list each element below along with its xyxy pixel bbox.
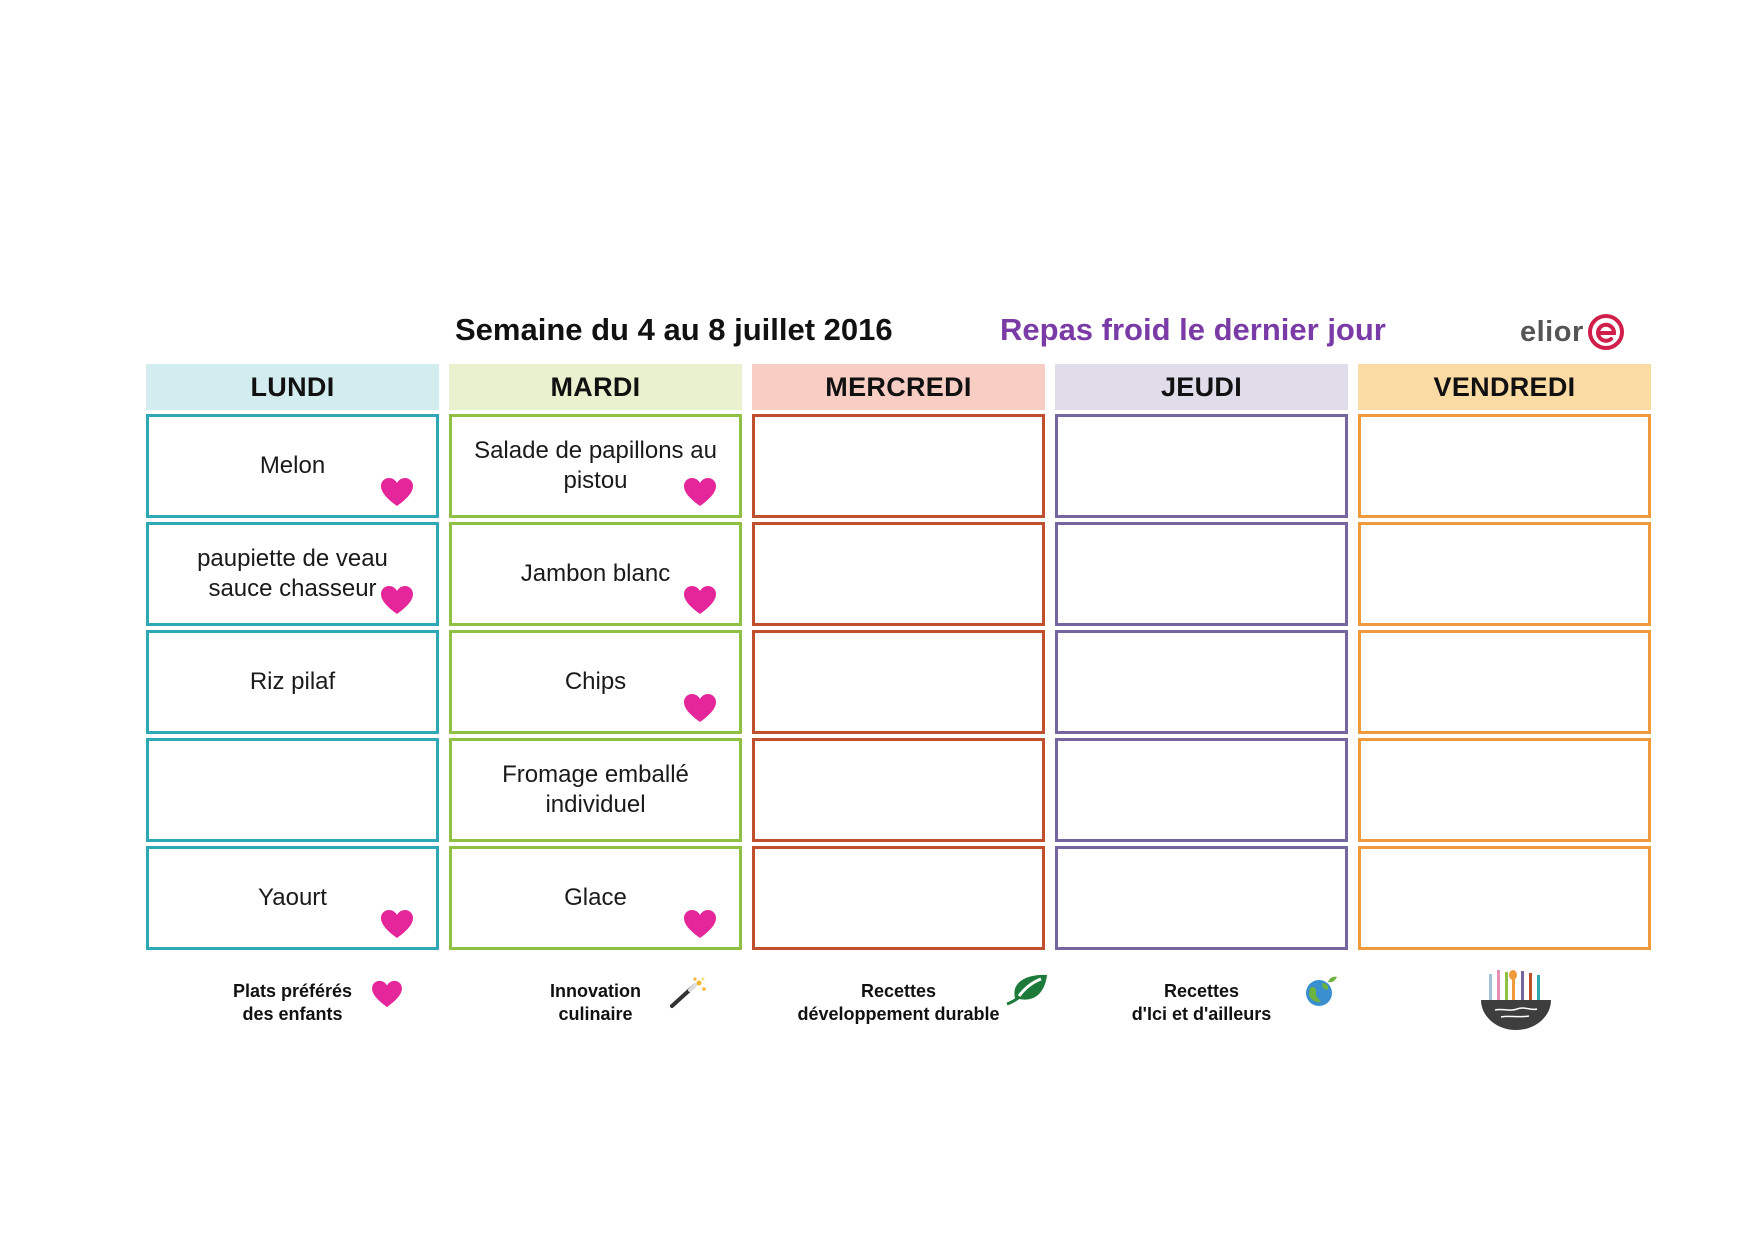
day-header: MERCREDI [752,364,1045,410]
weekly-menu-grid [146,364,1651,950]
legend [146,974,1651,1064]
heart-icon [683,693,717,723]
menu-cell [146,522,439,626]
day-column-mercredi [752,364,1045,950]
menu-item-text: Jambon blanc [520,560,671,587]
menu-item-text: Chips [564,668,627,695]
leaf-icon [1003,972,1049,1013]
heart-icon [683,909,717,939]
kitchen-utensils-badge-icon [1477,968,1555,1039]
menu-cell [449,522,742,626]
day-column-jeudi [1055,364,1348,950]
day-column-mardi [449,364,742,950]
heart-icon [380,585,414,615]
menu-cell [449,630,742,734]
globe-icon [1304,974,1338,1013]
menu-cell [1055,414,1348,518]
menu-cell [1358,522,1651,626]
heart-icon [683,477,717,507]
menu-cell [449,414,742,518]
legend-item [146,974,439,1064]
menu-cell [146,630,439,734]
menu-cell [752,630,1045,734]
menu-cell [1358,738,1651,842]
menu-cell [1055,522,1348,626]
menu-item-text: Salade de papillons au pistou [474,437,717,494]
day-header: LUNDI [146,364,439,410]
menu-cell [1055,846,1348,950]
legend-item [1358,974,1651,1064]
legend-item [752,974,1045,1064]
menu-cell [1055,738,1348,842]
menu-cell [1055,630,1348,734]
page-title: Semaine du 4 au 8 juillet 2016 [455,312,893,347]
heart-icon [683,585,717,615]
menu-cell [146,414,439,518]
day-column-vendredi [1358,364,1651,950]
legend-label: Plats préférés des enfants [232,981,353,1024]
legend-label: Recettes développement durable [797,981,1000,1024]
legend-label: Recettes d'Ici et d'ailleurs [1131,981,1272,1024]
day-column-lundi [146,364,439,950]
menu-cell [752,738,1045,842]
menu-cell [1358,414,1651,518]
menu-item-text: Melon [259,452,326,479]
menu-cell [752,414,1045,518]
logo-text: elior [1520,315,1584,348]
menu-cell [752,522,1045,626]
menu-cell [449,846,742,950]
menu-item-text: Glace [564,884,627,911]
legend-item [1055,974,1348,1064]
menu-cell [1358,846,1651,950]
page-subtitle: Repas froid le dernier jour [1000,312,1386,347]
heart-icon [371,980,403,1013]
heart-icon [380,477,414,507]
menu-item-text: Fromage emballé individuel [502,761,689,818]
legend-item [449,974,742,1064]
menu-cell [146,846,439,950]
elior-logo [1520,314,1624,350]
menu-cell [752,846,1045,950]
menu-cell [449,738,742,842]
menu-cell [146,738,439,842]
legend-label: Innovation culinaire [550,981,641,1024]
day-header: MARDI [449,364,742,410]
menu-item-text: Yaourt [258,884,327,911]
heart-icon [380,909,414,939]
day-header: VENDREDI [1358,364,1651,410]
menu-cell [1358,630,1651,734]
elior-logo-mark-icon [1588,314,1624,350]
menu-item-text: paupiette de veau sauce chasseur [197,545,388,602]
menu-item-text: Riz pilaf [249,668,336,695]
day-header: JEUDI [1055,364,1348,410]
magic-wand-icon [668,976,708,1015]
